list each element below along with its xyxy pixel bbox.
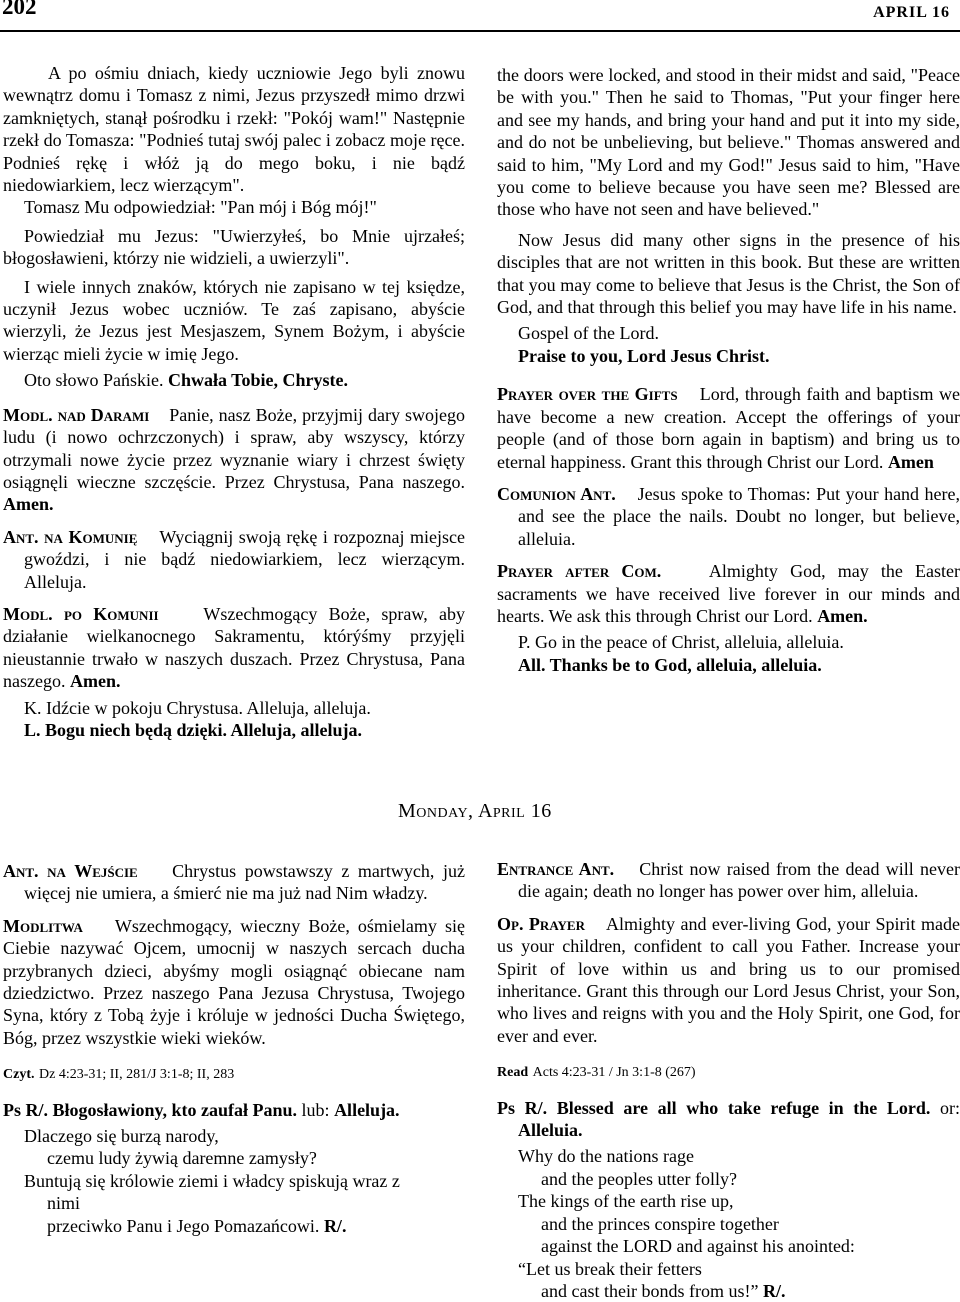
communion-antiphon (3, 526, 465, 593)
psalm-response (3, 1099, 465, 1121)
prayer-text: Almighty God, may the Easter sacraments we have received live forever in our minds and hearts. We ask this through Christ our Lord. (497, 561, 960, 626)
psalm-line: nimi (47, 1193, 81, 1214)
polish-bottom-column (3, 860, 465, 1237)
amen: Amen. (3, 494, 54, 515)
english-top-column (497, 64, 960, 676)
antiphon-text: Jesus spoke to Thomas: Put your hand here, and see the place the nails. Doubt no longer, but believe, alleluia. (518, 483, 960, 549)
reading-label: Czyt. (3, 1067, 35, 1083)
psalm-alt: Alleluia. (518, 1120, 583, 1141)
gospel-response: Chwała Tobie, Chryste. (168, 370, 349, 391)
gospel-paragraph: Powiedział mu Jezus: "Uwierzyłeś, bo Mnie ujrzałeś; błogosławieni, którzy nie widzieli, a uwierzyli". (3, 225, 465, 269)
psalm-line: The kings of the earth rise up, (518, 1191, 734, 1212)
section-label: Ant. na Wejście (3, 861, 138, 881)
prayer-over-gifts (3, 404, 465, 516)
psalm-line: Why do the nations rage (518, 1146, 694, 1167)
gospel-ending (3, 369, 465, 391)
psalm-line: Dlaczego się burzą narody, (24, 1126, 219, 1147)
gospel-response: Praise to you, Lord Jesus Christ. (518, 345, 770, 366)
prayer-after-communion (3, 603, 465, 693)
dismissal-priest: K. Idźcie w pokoju Chrystusa. Alleluja, alleluja. (24, 697, 371, 718)
psalm-line: and the princes conspire together (541, 1213, 779, 1234)
prayer-text: Wszechmogący Boże, spraw, aby działanie wielkanocnego Sakramentu, którýśmy przyjęli nieustannie trwało w naszych duszach. Przez Chrystusa, Pana naszego. (3, 603, 465, 692)
psalm-line: and cast their bonds from us!” (541, 1280, 759, 1301)
antiphon-text: Chrystus powstawszy z martwych, już więcej nie umiera, a śmierć nie ma już nad Nim władzy. (24, 861, 465, 904)
prayer-text: Wszechmogący, wieczny Boże, ośmielamy się Ciebie nazywać Ojcem, umocnij w naszych sercach ducha przybranych dzieci, abyśmy mogli osiągnąć obiecane nam dziedzictwo. Przez naszego Pana Jezusa Chrystusa, Twojego Syna, który z Tobą żyje i króluje w jedności Ducha Świętego, Bóg, przez wszystkie wieki wieków. (3, 915, 465, 1048)
psalm-line: czemu ludy żywią daremne zamysły? (47, 1148, 317, 1169)
psalm-line-final (3, 1215, 465, 1237)
reading-citation: Dz 4:23-31; II, 281/J 3:1-8; II, 283 (39, 1067, 235, 1083)
amen: Amen (887, 451, 934, 472)
entrance-antiphon (3, 860, 465, 905)
section-label: Ant. na Komunię (3, 526, 138, 547)
prayer-text: Almighty and ever-living God, your Spirit made us your children, confident to call you Father. Increase your Spirit of love within us and bring us to our promised inheritance. Grant this through our Lord Jesus Christ, your Son, who lives and reigns with you and the Holy Spirit, one God, for ever and ever. (497, 913, 960, 1046)
gospel-paragraph: Tomasz Mu odpowiedział: "Pan mój i Bóg mój!" (24, 197, 377, 218)
psalm-response-text: Blessed are all who take refuge in the Lord. (556, 1097, 931, 1118)
gospel-paragraph: the doors were locked, and stood in their midst and said, "Peace be with you." Then he said to Thomas, "Put your finger here and see my hands, and bring your hand and put it into my side, and do not be unbelieving, but believe." Thomas answered and said to him, "My Lord and my God!" Jesus said to him, "Have you come to believe because you have seen me? Blessed are those who have not seen and have believed." (497, 65, 960, 220)
amen: Amen. (817, 605, 868, 626)
opening-prayer (497, 913, 960, 1047)
polish-top-column (3, 62, 465, 741)
section-label: Op. Prayer (497, 913, 585, 934)
section-label: Modlitwa (3, 915, 83, 936)
antiphon-text: Christ now raised from the dead will never die again; death no longer has power over him, alleluia. (518, 859, 960, 902)
running-head: APRIL 16 (873, 4, 950, 21)
psalm-line: przeciwko Panu i Jego Pomazańcowi. (47, 1215, 320, 1236)
dismissal-priest: P. Go in the peace of Christ, alleluia, alleluia. (518, 632, 844, 653)
section-label: Prayer after Com. (497, 561, 662, 582)
dismissal-people: L. Bogu niech będą dzięki. Alleluja, alleluja. (24, 719, 363, 740)
dismissal-people: All. Thanks be to God, alleluia, alleluia. (518, 654, 822, 675)
gospel-paragraph: A po ośmiu dniach, kiedy uczniowie Jego byli znowu wewnątrz domu i Tomasz z nimi, Jezus przyszedł mimo drzwi zamkniętych, stanął pośrodku i rzekł: "Pokój wam!" Następnie rzekł do Tomasza: "Podnieś tutaj swój palec i zobacz moje ręce. Podnieś rękę i włóż ją do mego boku, i nie bądź niedowiarkiem, lecz wierzącym". (3, 63, 465, 196)
prayer-over-gifts (497, 383, 960, 473)
reading-reference (3, 1061, 465, 1086)
prayer-text: Lord, through faith and baptism we have become a new creation. Accept the offerings of your people (and of those born again in baptism) and bring us to eternal happiness. Grant this through Christ our Lord. (497, 384, 960, 472)
reading-citation: Acts 4:23-31 / Jn 3:1-8 (267) (532, 1065, 696, 1081)
reading-reference (497, 1059, 960, 1084)
gospel-end: Oto słowo Pańskie. (24, 370, 164, 391)
section-label: Comunion Ant. (497, 483, 616, 504)
prayer-text: Panie, nasz Boże, przyjmij dary swojego ludu (i nowo ochrzczonych) i spraw, aby wszyscy, którzy otrzymali nowe życie przez wyznanie wiary i chrzest święty osiągnęli wieczne szczęście. Przez Chrystusa, Pana naszego. (3, 404, 465, 492)
page-header (0, 0, 960, 40)
section-label: Entrance Ant. (497, 859, 615, 879)
prayer-after-communion (497, 560, 960, 627)
reading-label: Read (497, 1065, 529, 1081)
gospel-paragraph: I wiele innych znaków, których nie zapisano w tej księdze, uczynił Jezus wobec uczniów. Te zaś zapisano, abyście wierzyli, że Jezus jest Mesjaszem, Synem Bożym, i abyście wierząc mieli życie w imię Jego. (3, 276, 465, 364)
gospel-paragraph: Now Jesus did many other signs in the presence of his disciples that are not written in this book. But these are written that you may come to believe that Jesus is the Christ, the Son of God, and that through this belief you may have life in his name. (497, 229, 960, 318)
psalm-response-text: Błogosławiony, kto zaufał Panu. (52, 1099, 298, 1120)
amen: Amen. (69, 671, 121, 692)
psalm-label: Ps R/. (497, 1097, 548, 1118)
psalm-or: lub: (301, 1099, 330, 1120)
psalm-response (497, 1097, 960, 1142)
psalm-r: R/. (323, 1215, 347, 1236)
psalm-or: or: (940, 1097, 960, 1118)
gospel-end: Gospel of the Lord. (518, 323, 659, 344)
communion-antiphon (497, 483, 960, 550)
psalm-line: against the LORD and against his anointed: (541, 1236, 855, 1257)
section-label: Prayer over the Gifts (497, 384, 678, 405)
header-rule (0, 30, 960, 32)
psalm-line: “Let us break their fetters (518, 1258, 702, 1279)
page-number: 202 (2, 0, 37, 19)
section-label: Modl. po Komunii (3, 603, 159, 624)
opening-prayer (3, 915, 465, 1049)
antiphon-text: Wyciągnij swoją rękę i rozpoznaj miejsce gwoździ, i nie bądź niedowiarkiem, lecz wierzącym. Alleluja. (24, 526, 465, 592)
section-title: Monday, April 16 (398, 800, 552, 822)
section-label: Modl. nad Darami (3, 404, 150, 425)
psalm-line-final (497, 1280, 960, 1302)
psalm-label: Ps R/. (3, 1099, 48, 1120)
entrance-antiphon (497, 858, 960, 903)
psalm-r: R/. (762, 1280, 786, 1301)
psalm-line: and the peoples utter folly? (541, 1168, 737, 1189)
english-bottom-column (497, 858, 960, 1302)
psalm-line: Buntują się królowie ziemi i władcy spiskują wraz z (24, 1170, 400, 1191)
psalm-alt: Alleluja. (334, 1099, 400, 1120)
